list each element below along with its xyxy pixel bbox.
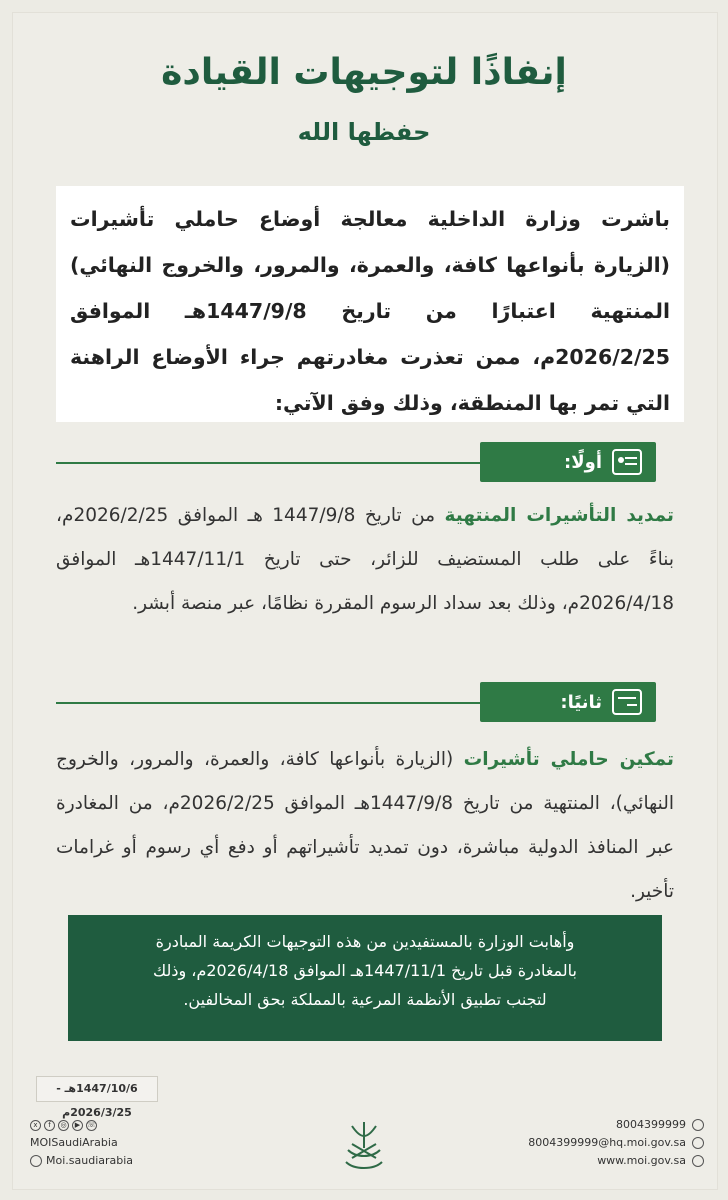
ministry-emblem xyxy=(338,1118,390,1174)
notice-box xyxy=(68,915,662,1041)
id-card-icon xyxy=(612,449,642,475)
section-badge-first xyxy=(480,442,656,482)
section-badge-label: أولًا: xyxy=(564,451,602,473)
social-icons xyxy=(30,1120,97,1131)
section-badge-second xyxy=(480,682,656,722)
snapchat-handle[interactable]: Moi.saudiarabia xyxy=(30,1154,133,1167)
travel-luggage-icon xyxy=(612,689,642,715)
section-badge-label: ثانيًا: xyxy=(560,691,602,713)
highlight-text: تمديد التأشيرات المنتهية xyxy=(444,505,674,526)
section-first-text xyxy=(56,494,674,626)
page-subtitle: حفظها الله xyxy=(297,118,431,146)
section-divider xyxy=(56,702,508,704)
snapchat-icon xyxy=(30,1155,42,1167)
social-handle[interactable]: MOISaudiArabia xyxy=(30,1136,118,1149)
highlight-text: تمكين حاملي تأشيرات xyxy=(463,749,674,770)
x-icon[interactable]: x xyxy=(30,1120,41,1131)
contact-phone[interactable]: 8004399999 xyxy=(616,1118,704,1131)
globe-icon xyxy=(692,1155,704,1167)
section-divider xyxy=(56,462,508,464)
contact-email[interactable]: 8004399999@hq.moi.gov.sa xyxy=(528,1136,704,1149)
facebook-icon[interactable]: f xyxy=(44,1120,55,1131)
body-text: (الزيارة بأنواعها كافة، والعمرة، والمرور، والخروج النهائي)، المنتهية من تاريخ 1447/9/8هـ الموافق 2026/2/25م، من المغادرة عبر المنافذ الدولية مباشرة، دون تمديد تأشيراتهم أو دفع أي رسوم أو غرامات تأخير. xyxy=(56,749,674,902)
email-icon xyxy=(692,1137,704,1149)
intro-paragraph: باشرت وزارة الداخلية معالجة أوضاع حاملي تأشيرات (الزيارة بأنواعها كافة، والعمرة، والمرور، والخروج النهائي) المنتهية اعتبارًا من تاريخ 1447/9/8هـ الموافق 2026/2/25م، ممن تعذرت مغادرتهم جراء الأوضاع الراهنة التي تمر بها المنطقة، وذلك وفق الآتي: xyxy=(56,186,684,422)
phone-icon xyxy=(692,1119,704,1131)
youtube-icon[interactable]: ▶ xyxy=(72,1120,83,1131)
contact-website[interactable]: www.moi.gov.sa xyxy=(597,1154,704,1167)
body-text: من تاريخ 1447/9/8 هـ الموافق 2026/2/25م، بناءً على طلب المستضيف للزائر، حتى تاريخ 1447/11/1هـ الموافق 2026/4/18م، وذلك بعد سداد الرسوم المقررة نظامًا، عبر منصة أبشر. xyxy=(56,505,674,614)
page-title: إنفاذًا لتوجيهات القيادة xyxy=(161,52,567,93)
notice-line: وأهابت الوزارة بالمستفيدين من هذه التوجيهات الكريمة المبادرة xyxy=(155,932,575,951)
notice-line: لتجنب تطبيق الأنظمة المرعية بالمملكة بحق المخالفين. xyxy=(183,990,547,1009)
whatsapp-icon[interactable]: ☏ xyxy=(87,1121,96,1129)
section-second-text xyxy=(56,738,674,914)
issue-date: 1447/10/6هـ - 2026/3/25م xyxy=(36,1076,158,1102)
instagram-icon[interactable]: ◎ xyxy=(58,1120,69,1131)
notice-line: بالمغادرة قبل تاريخ 1447/11/1هـ الموافق 2026/4/18م، وذلك xyxy=(152,961,577,980)
